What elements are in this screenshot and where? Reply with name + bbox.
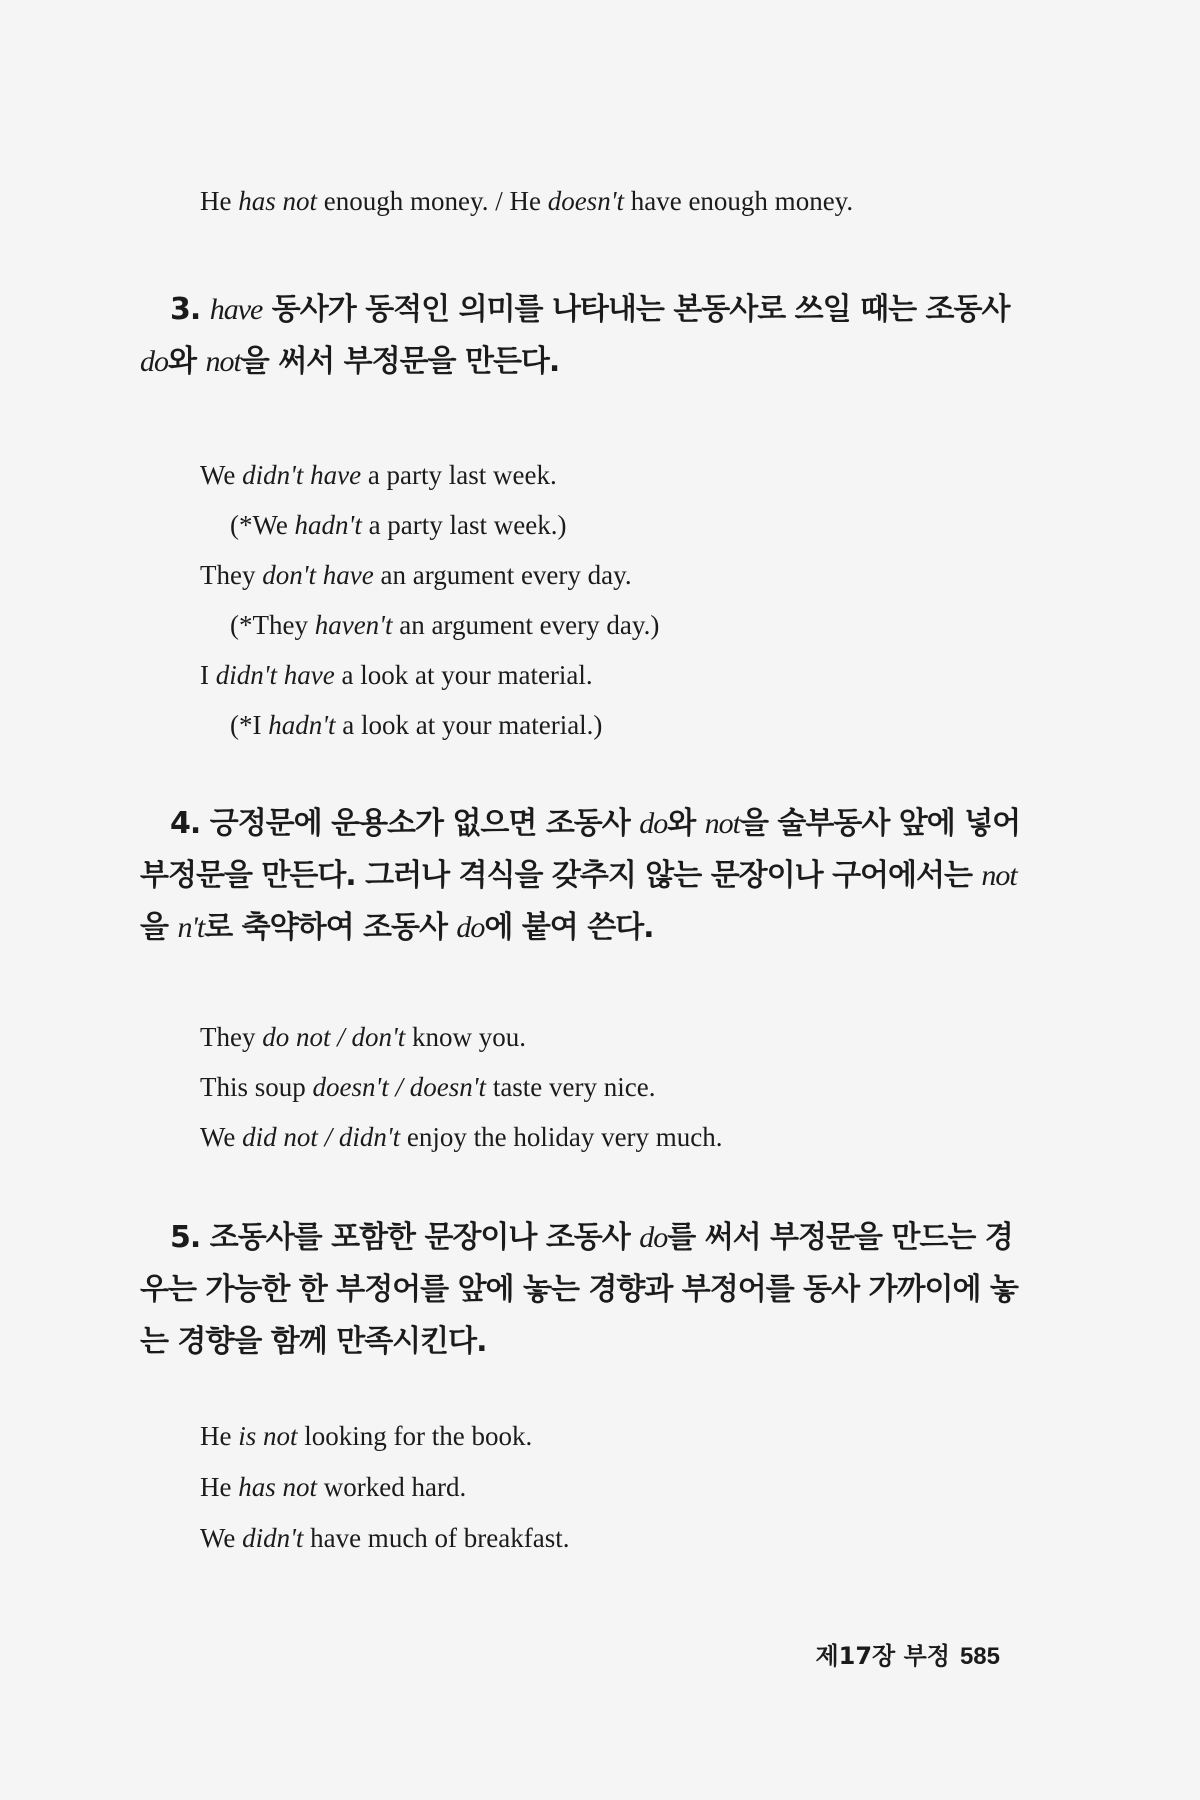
- text: He: [200, 186, 239, 216]
- chapter-title: 제17장 부정: [815, 1642, 950, 1670]
- italic-text: didn't have: [215, 660, 335, 690]
- italic-text: have: [209, 293, 263, 326]
- text: 부정문을 만든다. 그러나 격식을 갖추지 않는 문장이나 구어에서는: [140, 858, 982, 893]
- text: 와: [168, 344, 206, 379]
- italic-text: has not: [238, 186, 317, 216]
- italic-text: do: [140, 345, 168, 378]
- text: 을 써서 부정문을 만든다.: [240, 344, 560, 379]
- section-4-paragraph: [140, 798, 1030, 954]
- example-line: [200, 1521, 569, 1555]
- text: 에 붙여 쓴다.: [484, 910, 654, 945]
- paragraph-line: [140, 1212, 1030, 1264]
- italic-text: doesn't: [547, 186, 624, 216]
- italic-text: didn't have: [242, 460, 362, 490]
- text: 로 축약하여 조동사: [204, 910, 457, 945]
- text: 을 술부동사 앞에 넣어: [740, 806, 1021, 841]
- text: taste very nice.: [486, 1072, 656, 1102]
- italic-text: is not: [238, 1421, 298, 1451]
- text: enough money. / He: [317, 186, 548, 216]
- text: They: [200, 560, 263, 590]
- example-line: [200, 558, 632, 592]
- text: have much of breakfast.: [303, 1523, 570, 1553]
- italic-text: hadn't: [268, 710, 336, 740]
- italic-text: do: [639, 1221, 668, 1254]
- italic-text: not: [205, 345, 241, 378]
- page-footer: [815, 1636, 1000, 1671]
- example-line: [200, 1470, 466, 1504]
- example-line: [200, 1070, 656, 1104]
- text: 를 써서 부정문을 만드는 경: [667, 1220, 1013, 1255]
- text: 긍정문에 운용소가 없으면 조동사: [209, 806, 640, 841]
- italic-text: did not / didn't: [242, 1122, 401, 1152]
- text: 동사가 동적인 의미를 나타내는 본동사로 쓰일 때는 조동사: [262, 292, 1010, 327]
- example-line: [200, 1020, 526, 1054]
- example-line: [200, 1419, 532, 1453]
- paragraph-line: [140, 284, 1030, 336]
- section-number: 4.: [170, 806, 210, 841]
- section-5-paragraph: [140, 1212, 1030, 1368]
- text: 와: [667, 806, 705, 841]
- text: worked hard.: [317, 1472, 467, 1502]
- section-number: 5.: [170, 1220, 210, 1255]
- italic-text: not: [981, 859, 1017, 892]
- italic-text: has not: [238, 1472, 317, 1502]
- italic-text: don't have: [262, 560, 374, 590]
- example-line: [200, 658, 593, 692]
- text: He: [200, 1421, 239, 1451]
- italic-text: didn't: [242, 1523, 304, 1553]
- text: We: [200, 460, 243, 490]
- text: (*We: [230, 510, 295, 540]
- text: He: [200, 1472, 239, 1502]
- italic-text: hadn't: [294, 510, 362, 540]
- text: a look at your material.: [334, 660, 593, 690]
- text: a party last week.): [361, 510, 567, 540]
- text: know you.: [405, 1022, 527, 1052]
- text: enjoy the holiday very much.: [400, 1122, 723, 1152]
- paragraph-line: 우는 가능한 한 부정어를 앞에 놓는 경향과 부정어를 동사 가까이에 놓: [140, 1272, 1018, 1307]
- example-line: [230, 508, 567, 542]
- text: They: [200, 1022, 263, 1052]
- paragraph-line: [140, 336, 1030, 388]
- section-number: 3.: [170, 292, 210, 327]
- text: an argument every day.): [392, 610, 660, 640]
- paragraph-line: [140, 850, 1030, 902]
- text: We: [200, 1523, 243, 1553]
- text: (*They: [230, 610, 315, 640]
- italic-text: haven't: [314, 610, 393, 640]
- paragraph-line: 는 경향을 함께 만족시킨다.: [140, 1324, 487, 1359]
- text: looking for the book.: [297, 1421, 533, 1451]
- paragraph-line: [140, 798, 1030, 850]
- italic-text: do: [639, 807, 668, 840]
- text: (*I: [230, 710, 269, 740]
- example-line: [230, 608, 659, 642]
- example-line: [200, 1120, 723, 1154]
- text: an argument every day.: [373, 560, 632, 590]
- example-top: [200, 184, 853, 218]
- text: We: [200, 1122, 243, 1152]
- text: 을: [140, 910, 178, 945]
- italic-text: do: [456, 911, 485, 944]
- page-number: 585: [959, 1643, 1000, 1670]
- text: 조동사를 포함한 문장이나 조동사: [209, 1220, 640, 1255]
- example-line: [200, 458, 557, 492]
- text: have enough money.: [623, 186, 854, 216]
- text: a party last week.: [361, 460, 557, 490]
- italic-text: n't: [177, 911, 205, 944]
- text: a look at your material.): [335, 710, 603, 740]
- example-line: [230, 708, 602, 742]
- text: This soup: [200, 1072, 313, 1102]
- italic-text: do not / don't: [262, 1022, 406, 1052]
- italic-text: not: [704, 807, 740, 840]
- section-3-paragraph: [140, 284, 1030, 388]
- paragraph-line: [140, 902, 1030, 954]
- text: I: [200, 660, 216, 690]
- italic-text: doesn't / doesn't: [312, 1072, 487, 1102]
